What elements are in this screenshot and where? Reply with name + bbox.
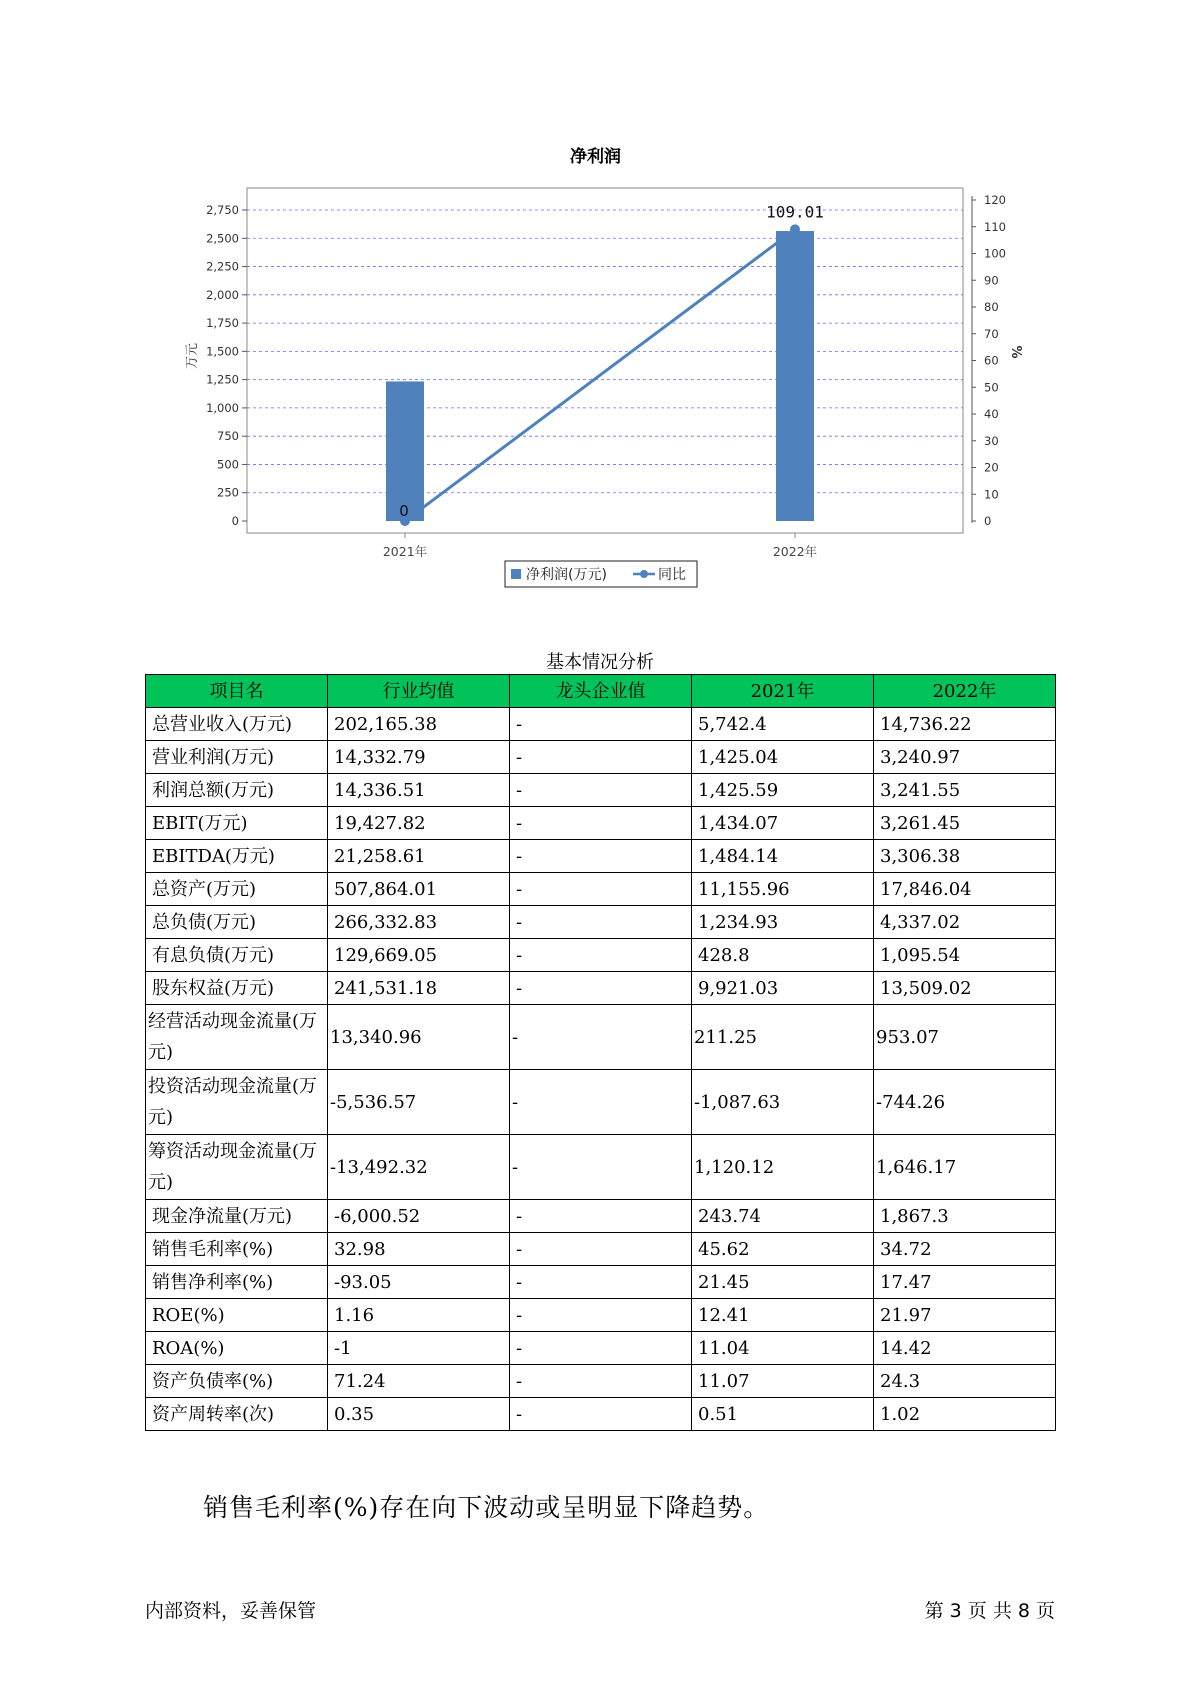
cell-value: 34.72: [874, 1233, 1056, 1266]
cell-value: 202,165.38: [328, 708, 510, 741]
cell-value: -: [510, 1005, 692, 1070]
y2-tick-label: 20: [984, 460, 999, 475]
table-row: [146, 906, 1056, 939]
table-caption: 基本情况分析: [546, 652, 654, 673]
row-label: 筹资活动现金流量(万元): [146, 1135, 328, 1200]
cell-value: 17.47: [874, 1266, 1056, 1299]
cell-value: -6,000.52: [328, 1200, 510, 1233]
cell-value: 17,846.04: [874, 873, 1056, 906]
table-row: [146, 1233, 1056, 1266]
table-row: [146, 1266, 1056, 1299]
row-label: ROE(%): [146, 1299, 328, 1332]
table-row: [146, 741, 1056, 774]
cell-value: -1: [328, 1332, 510, 1365]
y-tick-label: 1,500: [206, 344, 239, 359]
row-label: 营业利润(万元): [146, 741, 328, 774]
cell-value: -: [510, 1233, 692, 1266]
table-row: [146, 1365, 1056, 1398]
cell-value: 507,864.01: [328, 873, 510, 906]
cell-value: -744.26: [874, 1070, 1056, 1135]
cell-value: 953.07: [874, 1005, 1056, 1070]
data-label: 109.01: [766, 202, 824, 222]
cell-value: 19,427.82: [328, 807, 510, 840]
table-row: [146, 807, 1056, 840]
y-tick-label: 2,500: [206, 231, 239, 246]
y2-tick-label: 90: [984, 273, 999, 288]
cell-value: -5,536.57: [328, 1070, 510, 1135]
cell-value: -: [510, 906, 692, 939]
table-row: [146, 1398, 1056, 1431]
cell-value: 266,332.83: [328, 906, 510, 939]
y-tick-label: 750: [217, 429, 239, 444]
cell-value: -93.05: [328, 1266, 510, 1299]
header-industry-avg: 行业均值: [328, 675, 510, 708]
legend-line-label: 同比: [658, 567, 686, 583]
cell-value: 0.35: [328, 1398, 510, 1431]
cell-value: 5,742.4: [692, 708, 874, 741]
cell-value: 13,509.02: [874, 972, 1056, 1005]
cell-value: 3,240.97: [874, 741, 1056, 774]
cell-value: -: [510, 1200, 692, 1233]
row-label: 现金净流量(万元): [146, 1200, 328, 1233]
cell-value: 1,646.17: [874, 1135, 1056, 1200]
row-label: 投资活动现金流量(万元): [146, 1070, 328, 1135]
row-label: 利润总额(万元): [146, 774, 328, 807]
plot-frame: [247, 188, 963, 533]
cell-value: 3,241.55: [874, 774, 1056, 807]
table-row: [146, 873, 1056, 906]
cell-value: 14,736.22: [874, 708, 1056, 741]
cell-value: 428.8: [692, 939, 874, 972]
cell-value: -: [510, 708, 692, 741]
cell-value: -13,492.32: [328, 1135, 510, 1200]
row-label: 股东权益(万元): [146, 972, 328, 1005]
cell-value: 14.42: [874, 1332, 1056, 1365]
cell-value: 21.97: [874, 1299, 1056, 1332]
cell-value: 11,155.96: [692, 873, 874, 906]
cell-value: 0.51: [692, 1398, 874, 1431]
row-label: EBITDA(万元): [146, 840, 328, 873]
net-profit-chart: [0, 0, 1191, 600]
bar-net-profit: [776, 231, 814, 521]
summary-text: 销售毛利率(%)存在向下波动或呈明显下降趋势。: [203, 1493, 770, 1522]
footer-confidential: 内部资料，妥善保管: [145, 1600, 317, 1622]
cell-value: -: [510, 1070, 692, 1135]
cell-value: 14,336.51: [328, 774, 510, 807]
table-row: [146, 1070, 1056, 1135]
cell-value: 1,234.93: [692, 906, 874, 939]
cell-value: 24.3: [874, 1365, 1056, 1398]
cell-value: 211.25: [692, 1005, 874, 1070]
cell-value: 3,306.38: [874, 840, 1056, 873]
cell-value: -: [510, 1332, 692, 1365]
y2-axis-title: %: [1008, 345, 1023, 359]
table-header-row: [146, 675, 1056, 708]
footer-page-number: 第 3 页 共 8 页: [924, 1600, 1055, 1622]
header-2021: 2021年: [692, 675, 874, 708]
cell-value: 11.04: [692, 1332, 874, 1365]
row-label: EBIT(万元): [146, 807, 328, 840]
y2-tick-label: 80: [984, 300, 999, 314]
table-row: [146, 1299, 1056, 1332]
cell-value: -: [510, 1135, 692, 1200]
cell-value: -: [510, 939, 692, 972]
row-label: 总营业收入(万元): [146, 708, 328, 741]
cell-value: -: [510, 840, 692, 873]
x-tick-label: 2022年: [772, 544, 818, 559]
cell-value: -: [510, 741, 692, 774]
y-tick-label: 2,250: [206, 259, 239, 274]
cell-value: 1.16: [328, 1299, 510, 1332]
y2-tick-label: 0: [984, 514, 992, 528]
row-label: 经营活动现金流量(万元): [146, 1005, 328, 1070]
cell-value: 9,921.03: [692, 972, 874, 1005]
table-row: [146, 1332, 1056, 1365]
cell-value: -1,087.63: [692, 1070, 874, 1135]
row-label: 销售毛利率(%): [146, 1233, 328, 1266]
cell-value: -: [510, 774, 692, 807]
row-label: 资产负债率(%): [146, 1365, 328, 1398]
y2-tick-label: 70: [984, 326, 999, 341]
cell-value: 3,261.45: [874, 807, 1056, 840]
cell-value: -: [510, 1299, 692, 1332]
y2-tick-label: 60: [984, 353, 999, 368]
y2-tick-label: 10: [984, 487, 999, 502]
y-axis-title: 万元: [185, 342, 200, 370]
y-tick-label: 1,750: [206, 316, 239, 331]
chart-title: 净利润: [570, 147, 621, 167]
cell-value: 13,340.96: [328, 1005, 510, 1070]
data-label: 0: [399, 502, 409, 520]
cell-value: 14,332.79: [328, 741, 510, 774]
row-label: 有息负债(万元): [146, 939, 328, 972]
table-row: [146, 1200, 1056, 1233]
y2-tick-label: 40: [984, 407, 999, 421]
header-2022: 2022年: [874, 675, 1056, 708]
header-item-name: 项目名: [146, 675, 328, 708]
cell-value: 1,867.3: [874, 1200, 1056, 1233]
y-tick-label: 1,250: [206, 372, 239, 387]
yoy-line: [405, 229, 795, 521]
cell-value: 21,258.61: [328, 840, 510, 873]
cell-value: 21.45: [692, 1266, 874, 1299]
cell-value: -: [510, 1365, 692, 1398]
legend-line-marker: [640, 570, 648, 578]
y-tick-label: 2,000: [206, 287, 239, 302]
table-row: [146, 1005, 1056, 1070]
cell-value: 1,425.59: [692, 774, 874, 807]
cell-value: 1.02: [874, 1398, 1056, 1431]
row-label: 总资产(万元): [146, 873, 328, 906]
bar-net-profit: [386, 381, 424, 521]
cell-value: 1,425.04: [692, 741, 874, 774]
y2-tick-label: 120: [984, 193, 1006, 207]
y-tick-label: 1,000: [206, 400, 239, 415]
basic-analysis-table: [145, 674, 1056, 1431]
cell-value: 4,337.02: [874, 906, 1056, 939]
row-label: 资产周转率(次): [146, 1398, 328, 1431]
cell-value: 243.74: [692, 1200, 874, 1233]
table-row: [146, 708, 1056, 741]
cell-value: -: [510, 1266, 692, 1299]
y-tick-label: 0: [231, 514, 239, 528]
y2-tick-label: 110: [984, 219, 1006, 234]
cell-value: 129,669.05: [328, 939, 510, 972]
cell-value: -: [510, 972, 692, 1005]
y-tick-label: 500: [217, 457, 239, 472]
table-row: [146, 840, 1056, 873]
y2-tick-label: 30: [984, 433, 999, 448]
table-row: [146, 774, 1056, 807]
y2-tick-label: 100: [984, 246, 1006, 261]
cell-value: 45.62: [692, 1233, 874, 1266]
legend-bar-label: 净利润(万元): [526, 567, 607, 583]
y2-tick-label: 50: [984, 380, 999, 395]
y-tick-label: 250: [217, 485, 239, 500]
header-leader-value: 龙头企业值: [510, 675, 692, 708]
cell-value: 12.41: [692, 1299, 874, 1332]
x-tick-label: 2021年: [382, 544, 428, 559]
table-row: [146, 972, 1056, 1005]
table-row: [146, 939, 1056, 972]
cell-value: 1,484.14: [692, 840, 874, 873]
cell-value: 1,120.12: [692, 1135, 874, 1200]
legend-bar-swatch: [511, 569, 521, 579]
cell-value: 1,434.07: [692, 807, 874, 840]
table-row: [146, 1135, 1056, 1200]
cell-value: 1,095.54: [874, 939, 1056, 972]
cell-value: -: [510, 873, 692, 906]
yoy-point: [790, 224, 800, 234]
row-label: 总负债(万元): [146, 906, 328, 939]
cell-value: 241,531.18: [328, 972, 510, 1005]
cell-value: 71.24: [328, 1365, 510, 1398]
row-label: 销售净利率(%): [146, 1266, 328, 1299]
cell-value: -: [510, 1398, 692, 1431]
row-label: ROA(%): [146, 1332, 328, 1365]
y-tick-label: 2,750: [206, 203, 239, 217]
cell-value: -: [510, 807, 692, 840]
cell-value: 32.98: [328, 1233, 510, 1266]
cell-value: 11.07: [692, 1365, 874, 1398]
